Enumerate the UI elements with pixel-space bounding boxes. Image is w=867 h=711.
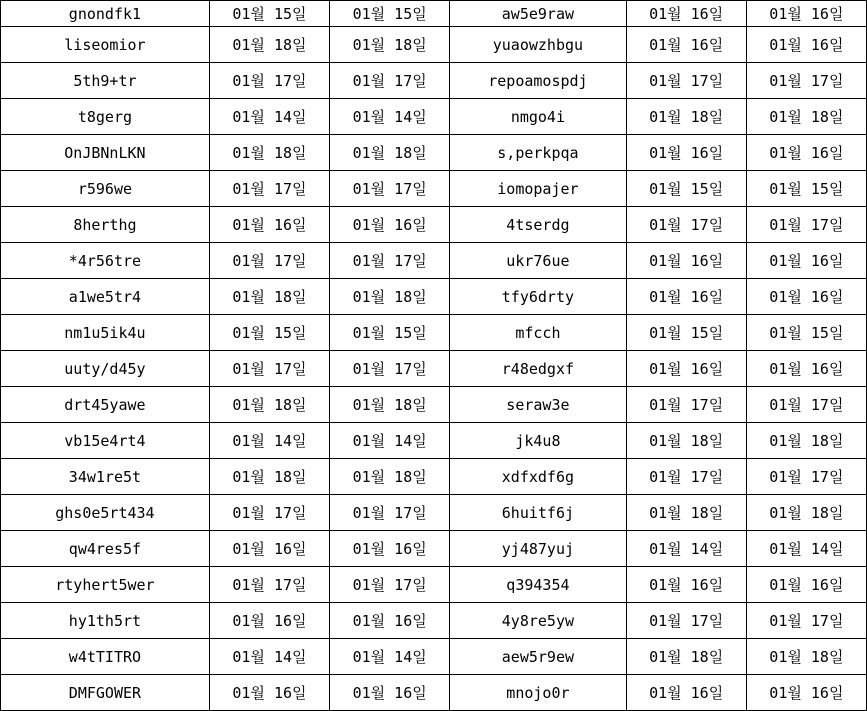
table-cell[interactable]: 01월 18일	[209, 387, 329, 423]
table-cell[interactable]: 01월 16일	[746, 351, 866, 387]
table-cell[interactable]: 01월 18일	[209, 27, 329, 63]
table-cell[interactable]: tfy6drty	[450, 279, 626, 315]
table-cell[interactable]: 01월 17일	[209, 567, 329, 603]
table-cell[interactable]: 01월 17일	[209, 171, 329, 207]
table-cell[interactable]: 01월 17일	[209, 243, 329, 279]
table-row	[1, 63, 867, 99]
table-cell[interactable]: mfcch	[450, 315, 626, 351]
table-cell[interactable]: 6huitf6j	[450, 495, 626, 531]
table-cell[interactable]: 01월 16일	[330, 531, 450, 567]
table-cell[interactable]: 01월 15일	[330, 1, 450, 27]
table-cell[interactable]: 01월 16일	[626, 675, 746, 711]
table-cell[interactable]: 01월 17일	[330, 171, 450, 207]
table-cell[interactable]: 01월 16일	[746, 675, 866, 711]
table-cell[interactable]: iomopajer	[450, 171, 626, 207]
table-cell[interactable]: 01월 17일	[209, 351, 329, 387]
table-row	[1, 279, 867, 315]
table-cell[interactable]: *4r56tre	[1, 243, 210, 279]
table-cell[interactable]: 01월 17일	[330, 243, 450, 279]
table-cell[interactable]: 01월 17일	[746, 603, 866, 639]
table-cell[interactable]: 01월 16일	[330, 603, 450, 639]
table-cell[interactable]: 8herthg	[1, 207, 210, 243]
table-row	[1, 99, 867, 135]
table-cell[interactable]: 01월 18일	[330, 279, 450, 315]
table-cell[interactable]: hy1th5rt	[1, 603, 210, 639]
table-cell[interactable]: 01월 17일	[330, 567, 450, 603]
table-row	[1, 495, 867, 531]
table-cell[interactable]: 01월 16일	[209, 531, 329, 567]
table-cell[interactable]: 01월 15일	[626, 315, 746, 351]
table-cell[interactable]: 01월 16일	[746, 27, 866, 63]
table-cell[interactable]: 01월 15일	[209, 315, 329, 351]
table-row	[1, 675, 867, 711]
table-cell[interactable]: r596we	[1, 171, 210, 207]
table-cell[interactable]: a1we5tr4	[1, 279, 210, 315]
table-cell[interactable]: mnojo0r	[450, 675, 626, 711]
table-cell[interactable]: 01월 16일	[626, 1, 746, 27]
table-cell[interactable]: vb15e4rt4	[1, 423, 210, 459]
table-cell[interactable]: nmgo4i	[450, 99, 626, 135]
table-cell[interactable]: gnondfk1	[1, 1, 210, 27]
table-cell[interactable]: w4tTITRO	[1, 639, 210, 675]
table-cell[interactable]: 01월 14일	[330, 99, 450, 135]
table-cell[interactable]: 01월 16일	[209, 675, 329, 711]
table-cell[interactable]: qw4res5f	[1, 531, 210, 567]
table-cell[interactable]: 01월 18일	[209, 135, 329, 171]
table-cell[interactable]: 01월 16일	[746, 135, 866, 171]
table-cell[interactable]: 01월 14일	[626, 531, 746, 567]
table-row	[1, 567, 867, 603]
table-row	[1, 135, 867, 171]
table-cell[interactable]: jk4u8	[450, 423, 626, 459]
table-cell[interactable]: 01월 18일	[330, 459, 450, 495]
table-row	[1, 459, 867, 495]
table-cell[interactable]: 01월 17일	[746, 459, 866, 495]
table-cell[interactable]: xdfxdf6g	[450, 459, 626, 495]
table-cell[interactable]: uuty/d45y	[1, 351, 210, 387]
table-cell[interactable]: 01월 16일	[746, 567, 866, 603]
table-cell[interactable]: 01월 18일	[746, 495, 866, 531]
table-cell[interactable]: 01월 18일	[330, 135, 450, 171]
table-cell[interactable]: 01월 15일	[746, 171, 866, 207]
table-cell[interactable]: t8gerg	[1, 99, 210, 135]
table-cell[interactable]: yuaowzhbgu	[450, 27, 626, 63]
table-cell[interactable]: 34w1re5t	[1, 459, 210, 495]
table-cell[interactable]: 01월 18일	[746, 423, 866, 459]
table-cell[interactable]: 01월 16일	[626, 351, 746, 387]
table-cell[interactable]: 01월 16일	[626, 135, 746, 171]
table-cell[interactable]: nm1u5ik4u	[1, 315, 210, 351]
table-cell[interactable]: 01월 16일	[626, 279, 746, 315]
table-cell[interactable]: 01월 17일	[330, 495, 450, 531]
table-cell[interactable]: 01월 17일	[626, 387, 746, 423]
table-cell[interactable]: aew5r9ew	[450, 639, 626, 675]
table-cell[interactable]: 01월 14일	[746, 531, 866, 567]
table-cell[interactable]: 4tserdg	[450, 207, 626, 243]
table-cell[interactable]: ghs0e5rt434	[1, 495, 210, 531]
table-cell[interactable]: 5th9+tr	[1, 63, 210, 99]
table-cell[interactable]: 01월 18일	[330, 387, 450, 423]
table-cell[interactable]: 01월 16일	[626, 567, 746, 603]
table-cell[interactable]: s,perkpqa	[450, 135, 626, 171]
table-cell[interactable]: 01월 14일	[209, 99, 329, 135]
table-row	[1, 27, 867, 63]
table-cell[interactable]: q394354	[450, 567, 626, 603]
table-cell[interactable]: 01월 17일	[626, 207, 746, 243]
table-row	[1, 387, 867, 423]
table-cell[interactable]: r48edgxf	[450, 351, 626, 387]
table-cell[interactable]: 4y8re5yw	[450, 603, 626, 639]
table-row	[1, 351, 867, 387]
table-cell[interactable]: 01월 16일	[746, 1, 866, 27]
table-cell[interactable]: 01월 18일	[209, 459, 329, 495]
table-cell[interactable]: 01월 16일	[330, 675, 450, 711]
table-cell[interactable]: 01월 14일	[330, 423, 450, 459]
table-cell[interactable]: OnJBNnLKN	[1, 135, 210, 171]
table-row	[1, 171, 867, 207]
table-cell[interactable]: 01월 16일	[746, 243, 866, 279]
table-cell[interactable]: 01월 17일	[330, 351, 450, 387]
table-row	[1, 531, 867, 567]
table-row	[1, 603, 867, 639]
table-cell[interactable]: 01월 17일	[626, 459, 746, 495]
table-cell[interactable]: 01월 18일	[626, 423, 746, 459]
table-cell[interactable]: 01월 17일	[209, 63, 329, 99]
table-cell[interactable]: seraw3e	[450, 387, 626, 423]
table-row	[1, 1, 867, 27]
table-row	[1, 639, 867, 675]
table-cell[interactable]: 01월 16일	[209, 207, 329, 243]
table-cell[interactable]: 01월 17일	[330, 63, 450, 99]
table-cell[interactable]: aw5e9raw	[450, 1, 626, 27]
table-row	[1, 243, 867, 279]
table-cell[interactable]: 01월 18일	[330, 27, 450, 63]
table-cell[interactable]: 01월 16일	[626, 243, 746, 279]
table-cell[interactable]: yj487yuj	[450, 531, 626, 567]
table-cell[interactable]: 01월 16일	[746, 279, 866, 315]
table-cell[interactable]: 01월 18일	[626, 639, 746, 675]
table-row	[1, 315, 867, 351]
table-row	[1, 423, 867, 459]
table-cell[interactable]: 01월 14일	[330, 639, 450, 675]
table-cell[interactable]: 01월 17일	[746, 387, 866, 423]
table-cell[interactable]: 01월 17일	[209, 495, 329, 531]
table-cell[interactable]: 01월 16일	[626, 27, 746, 63]
table-cell[interactable]: DMFGOWER	[1, 675, 210, 711]
table-cell[interactable]: 01월 15일	[209, 1, 329, 27]
table-cell[interactable]: 01월 18일	[209, 279, 329, 315]
table-cell[interactable]: 01월 17일	[746, 63, 866, 99]
table-cell[interactable]: 01월 17일	[626, 603, 746, 639]
table-cell[interactable]: 01월 16일	[330, 207, 450, 243]
table-cell[interactable]: 01월 18일	[626, 99, 746, 135]
table-cell[interactable]: 01월 14일	[209, 423, 329, 459]
table-cell[interactable]: 01월 15일	[626, 171, 746, 207]
table-cell[interactable]: 01월 15일	[330, 315, 450, 351]
table-cell[interactable]: ukr76ue	[450, 243, 626, 279]
table-cell[interactable]: drt45yawe	[1, 387, 210, 423]
table-cell[interactable]: 01월 14일	[209, 639, 329, 675]
table-cell[interactable]: 01월 15일	[746, 315, 866, 351]
table-cell[interactable]: liseomior	[1, 27, 210, 63]
table-cell[interactable]: 01월 16일	[209, 603, 329, 639]
table-cell[interactable]: 01월 17일	[626, 63, 746, 99]
table-cell[interactable]: 01월 17일	[746, 207, 866, 243]
table-cell[interactable]: 01월 18일	[626, 495, 746, 531]
table-cell[interactable]: repoamospdj	[450, 63, 626, 99]
table-row	[1, 207, 867, 243]
table-cell[interactable]: rtyhert5wer	[1, 567, 210, 603]
table-cell[interactable]: 01월 18일	[746, 639, 866, 675]
table-cell[interactable]: 01월 18일	[746, 99, 866, 135]
